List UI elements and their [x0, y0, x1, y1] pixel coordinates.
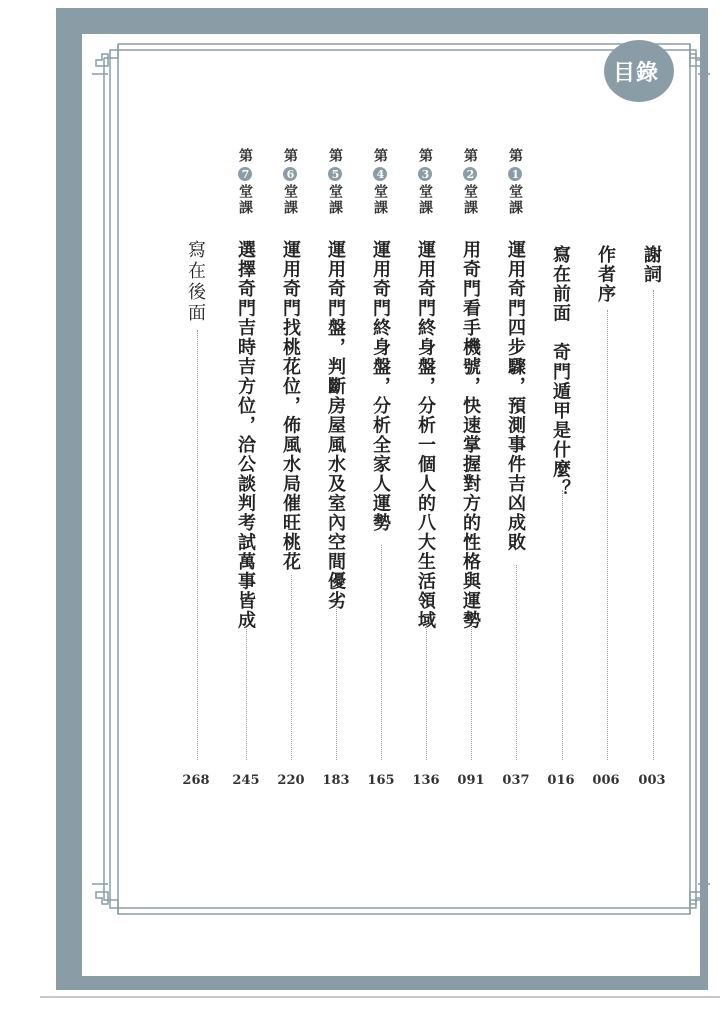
toc-page-number: 037: [502, 773, 530, 788]
toc-page-number: 165: [367, 773, 395, 788]
toc-item-lesson-1: 運用奇門四步驟，預測事件吉凶成敗: [505, 240, 526, 552]
toc-page-number: 003: [638, 773, 666, 788]
toc-leader: [653, 290, 654, 760]
toc-item-foreword: 寫在前面 奇門遁甲是什麼？: [550, 245, 571, 499]
toc-leader: [197, 330, 198, 760]
lesson-label: 第1堂課: [507, 148, 523, 216]
toc-leader: [607, 310, 608, 760]
toc-item-lesson-3: 運用奇門終身盤，分析一個人的八大生活領域: [415, 240, 436, 630]
lesson-label: 第5堂課: [327, 148, 343, 216]
toc-item-lesson-5: 運用奇門盤，判斷房屋風水及室內空間優劣: [325, 240, 346, 611]
toc-page-number: 006: [592, 773, 620, 788]
toc-item-afterword: 寫在後面: [185, 240, 206, 324]
toc-leader: [516, 565, 517, 760]
toc-page-number: 268: [182, 773, 210, 788]
toc-leader: [336, 605, 337, 760]
toc-item-lesson-6: 運用奇門找桃花位，佈風水局催旺桃花: [280, 240, 301, 572]
toc-item-preface: 作者序: [595, 245, 616, 304]
toc-item-acknowledgements: 謝詞: [641, 245, 662, 284]
toc-page-number: 091: [457, 773, 485, 788]
toc-leader: [471, 625, 472, 760]
toc-item-lesson-2: 用奇門看手機號，快速掌握對方的性格與運勢: [460, 240, 481, 630]
toc-leader: [381, 545, 382, 760]
toc-leader: [246, 625, 247, 760]
scan-artifact: [205, 940, 325, 970]
lesson-label: 第7堂課: [237, 148, 253, 216]
toc-page-number: 136: [412, 773, 440, 788]
toc-page-number: 016: [547, 773, 575, 788]
lesson-label: 第3堂課: [417, 148, 433, 216]
toc-leader: [562, 490, 563, 760]
toc-page-number: 245: [232, 773, 260, 788]
lesson-label: 第6堂課: [282, 148, 298, 216]
toc-page-number: 220: [277, 773, 305, 788]
lesson-label: 第2堂課: [462, 148, 478, 216]
lesson-label: 第4堂課: [372, 148, 388, 216]
toc-item-lesson-7: 選擇奇門吉時吉方位，洽公談判考試萬事皆成: [235, 240, 256, 630]
page-title: 目錄: [613, 60, 660, 86]
toc-item-lesson-4: 運用奇門終身盤，分析全家人運勢: [370, 240, 391, 533]
toc-leader: [291, 575, 292, 760]
toc-page-number: 183: [322, 773, 350, 788]
toc-leader: [426, 625, 427, 760]
